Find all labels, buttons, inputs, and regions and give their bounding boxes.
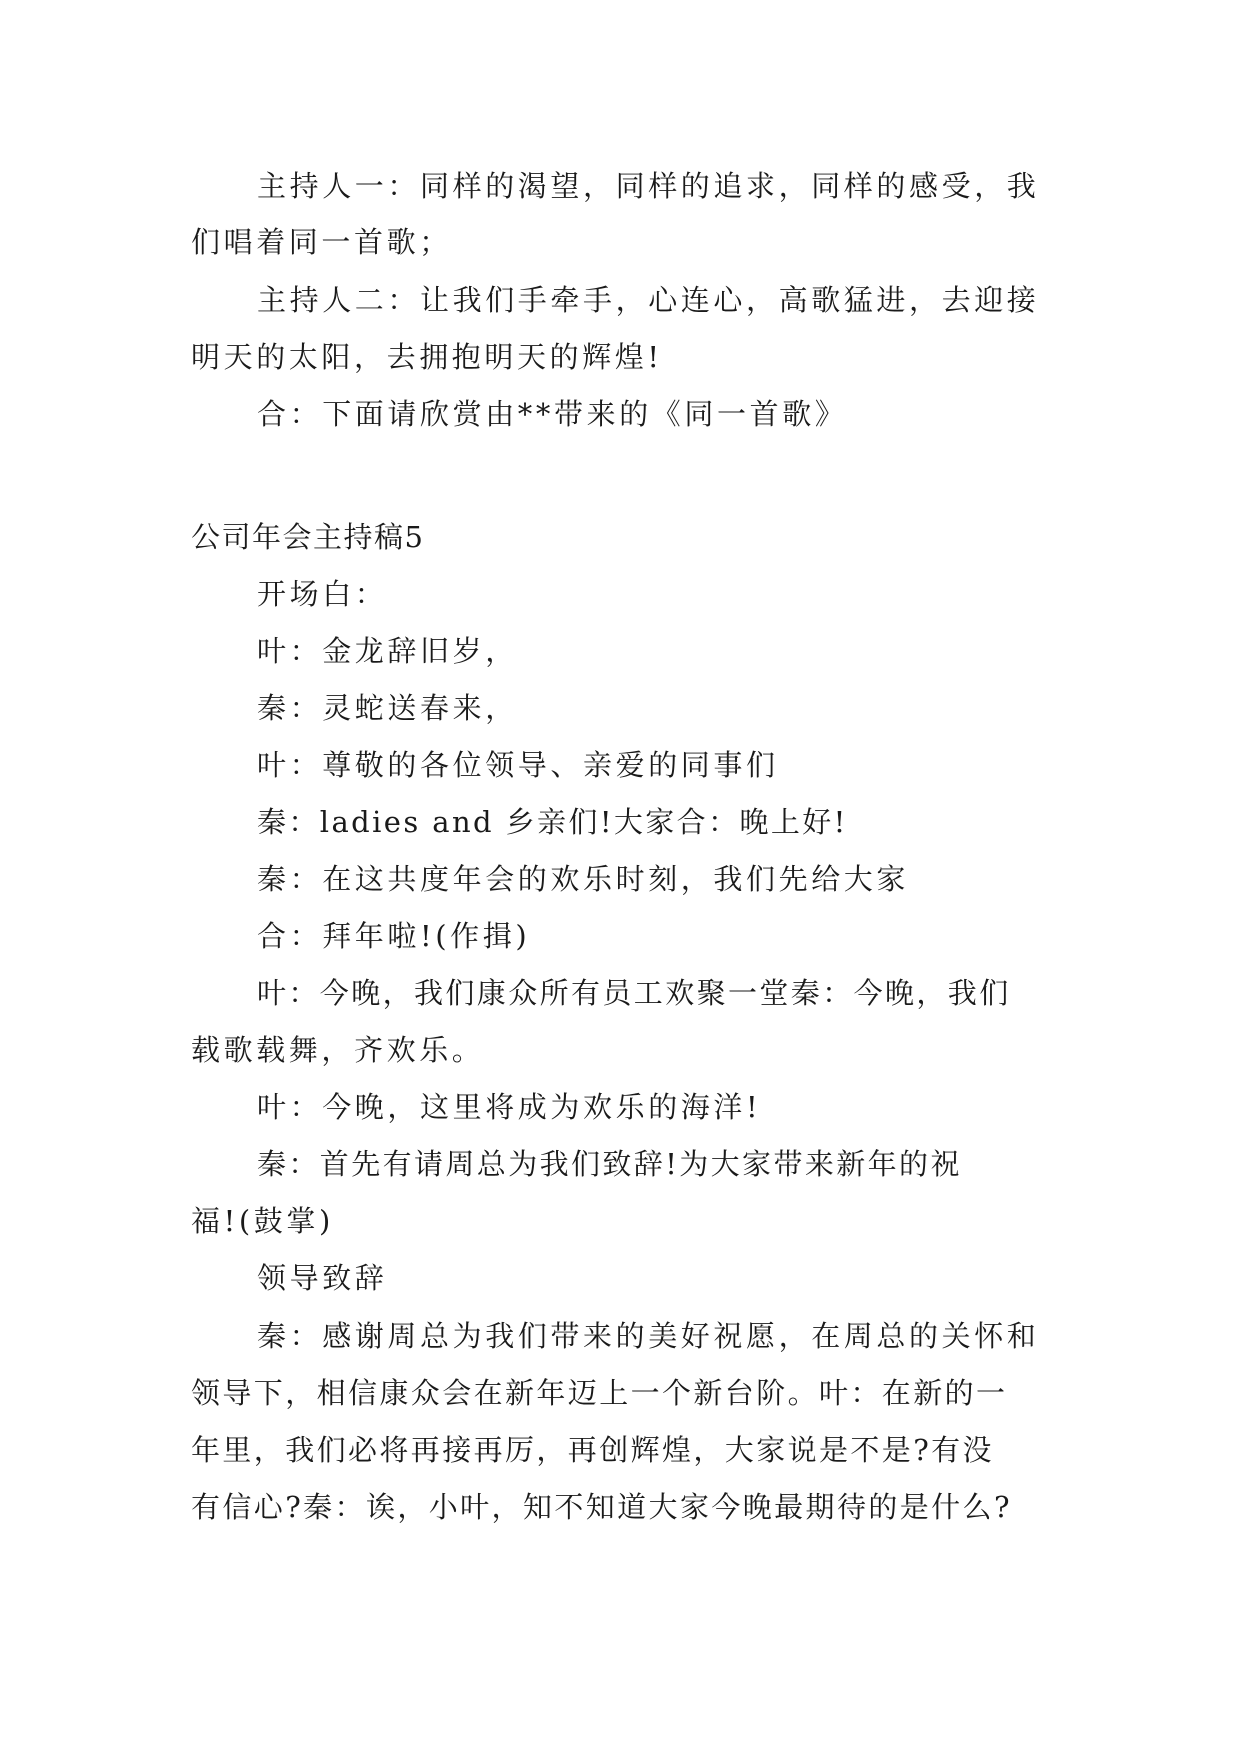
paragraph-line: 叶：尊敬的各位领导、亲爱的同事们 [257,748,779,782]
paragraph-line: 载歌载舞，齐欢乐。 [191,1033,485,1067]
paragraph-line: 福!(鼓掌) [191,1204,334,1238]
paragraph-line: 领导致辞 [257,1261,388,1295]
paragraph-line: 开场白： [257,577,388,611]
paragraph-line: 叶：金龙辞旧岁， [257,634,518,668]
paragraph-line: 合：下面请欣赏由**带来的《同一首歌》 [257,397,848,431]
paragraph-line: 秦：感谢周总为我们带来的美好祝愿，在周总的关怀和 [257,1319,1040,1353]
paragraph-line: 秦：在这共度年会的欢乐时刻，我们先给大家 [257,862,910,896]
paragraph-line: 年里，我们必将再接再厉，再创辉煌，大家说是不是?有没 [191,1433,994,1467]
paragraph-line: 领导下，相信康众会在新年迈上一个新台阶。叶：在新的一 [191,1376,1008,1410]
paragraph-line: 主持人二：让我们手牵手，心连心，高歌猛进，去迎接 [257,283,1040,317]
paragraph-line: 主持人一：同样的渴望，同样的追求，同样的感受，我 [257,169,1040,203]
paragraph-line: 们唱着同一首歌； [191,225,452,259]
section-heading: 公司年会主持稿5 [191,520,425,554]
paragraph-line: 叶：今晚，这里将成为欢乐的海洋! [257,1090,762,1124]
paragraph-line: 有信心?秦：诶，小叶，知不知道大家今晚最期待的是什么? [191,1490,1012,1524]
paragraph-line: 秦：ladies and 乡亲们!大家合：晚上好! [257,805,848,839]
paragraph-line: 明天的太阳，去拥抱明天的辉煌! [191,340,663,374]
paragraph-line: 秦：首先有请周总为我们致辞!为大家带来新年的祝 [257,1147,962,1181]
paragraph-line: 叶：今晚，我们康众所有员工欢聚一堂秦：今晚，我们 [257,976,1011,1010]
paragraph-line: 秦：灵蛇送春来， [257,691,518,725]
paragraph-line: 合：拜年啦!(作揖) [257,919,531,953]
